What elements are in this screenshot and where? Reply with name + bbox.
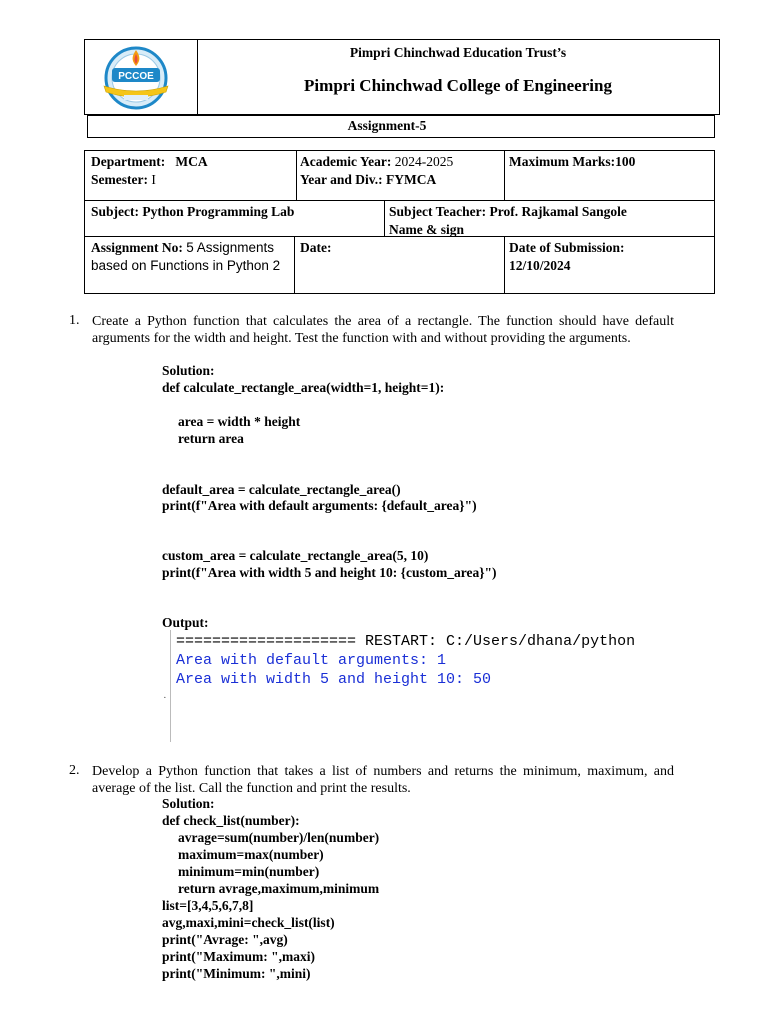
- q2-text: Develop a Python function that takes a list of numbers and returns the minimum, maximum, and average of the list. Call the function and print the results.: [92, 764, 674, 796]
- q1-code-line: return area: [178, 431, 244, 446]
- q2-code-line: list=[3,4,5,6,7,8]: [162, 898, 254, 913]
- q1-code-line: print(f"Area with default arguments: {default_area}"): [162, 498, 477, 513]
- q1-code-line: print(f"Area with width 5 and height 10: {custom_area}"): [162, 565, 497, 580]
- year-div-label: Year and Div.:: [300, 172, 383, 187]
- college-logo: [98, 42, 174, 112]
- q2-code-line: avg,maxi,mini=check_list(list): [162, 915, 335, 930]
- academic-year-cell: [300, 153, 500, 189]
- q2-code-line: avrage=sum(number)/len(number): [178, 830, 380, 845]
- name-sign: Name & sign: [389, 222, 464, 237]
- table-col-line: [384, 200, 385, 236]
- terminal-output-line: Area with width 5 and height 10: 50: [176, 671, 492, 688]
- q2-code-line: print("Maximum: ",maxi): [162, 949, 315, 964]
- q1-text: Create a Python function that calculates the area of a rectangle. The function should have default arguments for the width and height. Test the function with and without providing the arguments.: [92, 314, 674, 346]
- terminal-output: [162, 630, 676, 742]
- date-label: Date:: [300, 240, 332, 255]
- q1-code-line: custom_area = calculate_rectangle_area(5, 10): [162, 548, 429, 563]
- semester-label: Semester:: [91, 172, 148, 187]
- table-col-line: [504, 150, 505, 200]
- subject: Subject: Python Programming Lab: [91, 204, 295, 219]
- q2-code-line: print("Minimum: ",mini): [162, 966, 311, 981]
- max-marks: Maximum Marks:100: [509, 154, 636, 169]
- submission-value: 12/10/2024: [509, 258, 571, 273]
- q2-code-line: minimum=min(number): [178, 864, 320, 879]
- q1-code-line: default_area = calculate_rectangle_area(): [162, 482, 401, 497]
- terminal-gutter-dot: ·: [163, 692, 167, 704]
- terminal-output-line: Area with default arguments: 1: [176, 652, 447, 669]
- q2-number: 2.: [69, 763, 80, 778]
- q1-code-line: def calculate_rectangle_area(width=1, height=1):: [162, 380, 445, 395]
- q2-code-line: maximum=max(number): [178, 847, 324, 862]
- subject-teacher: Subject Teacher: Prof. Rajkamal Sangole: [389, 204, 627, 219]
- q1-code-line: area = width * height: [178, 414, 301, 429]
- q1-solution-label: Solution:: [162, 363, 215, 378]
- logo-text: PCCOE: [118, 71, 154, 82]
- terminal-gutter: [170, 630, 171, 742]
- semester-value: I: [151, 172, 156, 187]
- q2-code-line: print("Avrage: ",avg): [162, 932, 288, 947]
- table-col-line: [504, 236, 505, 294]
- assignment-no-value: 5 Assignments based on Functions in Python 2: [91, 240, 281, 273]
- table-row-line: [84, 200, 715, 201]
- q1-number: 1.: [69, 313, 80, 328]
- terminal-restart-line: ==================== RESTART: C:/Users/dhana/python: [176, 633, 636, 650]
- academic-year-value: 2024-2025: [394, 154, 454, 169]
- department-label: Department:: [91, 154, 166, 169]
- assignment-title: Assignment-5: [347, 118, 427, 133]
- subject-teacher-cell: [389, 203, 709, 239]
- table-col-line: [294, 236, 295, 294]
- table-col-line: [296, 150, 297, 200]
- submission-label: Date of Submission:: [509, 240, 625, 255]
- trust-name: Pimpri Chinchwad Education Trust’s: [349, 45, 567, 60]
- department-cell: [91, 153, 291, 189]
- q2-code-line: def check_list(number):: [162, 813, 300, 828]
- year-div-value: FYMCA: [386, 172, 437, 187]
- department-value: MCA: [175, 154, 208, 169]
- submission-cell: [509, 239, 709, 275]
- assignment-no-cell: [91, 239, 289, 275]
- q2-solution-label: Solution:: [162, 796, 215, 811]
- q1-output-label: Output:: [162, 615, 209, 630]
- q2-code-line: return avrage,maximum,minimum: [178, 881, 380, 896]
- academic-year-label: Academic Year:: [300, 154, 392, 169]
- college-name: Pimpri Chinchwad College of Engineering: [304, 76, 612, 95]
- assignment-no-label: Assignment No:: [91, 240, 183, 255]
